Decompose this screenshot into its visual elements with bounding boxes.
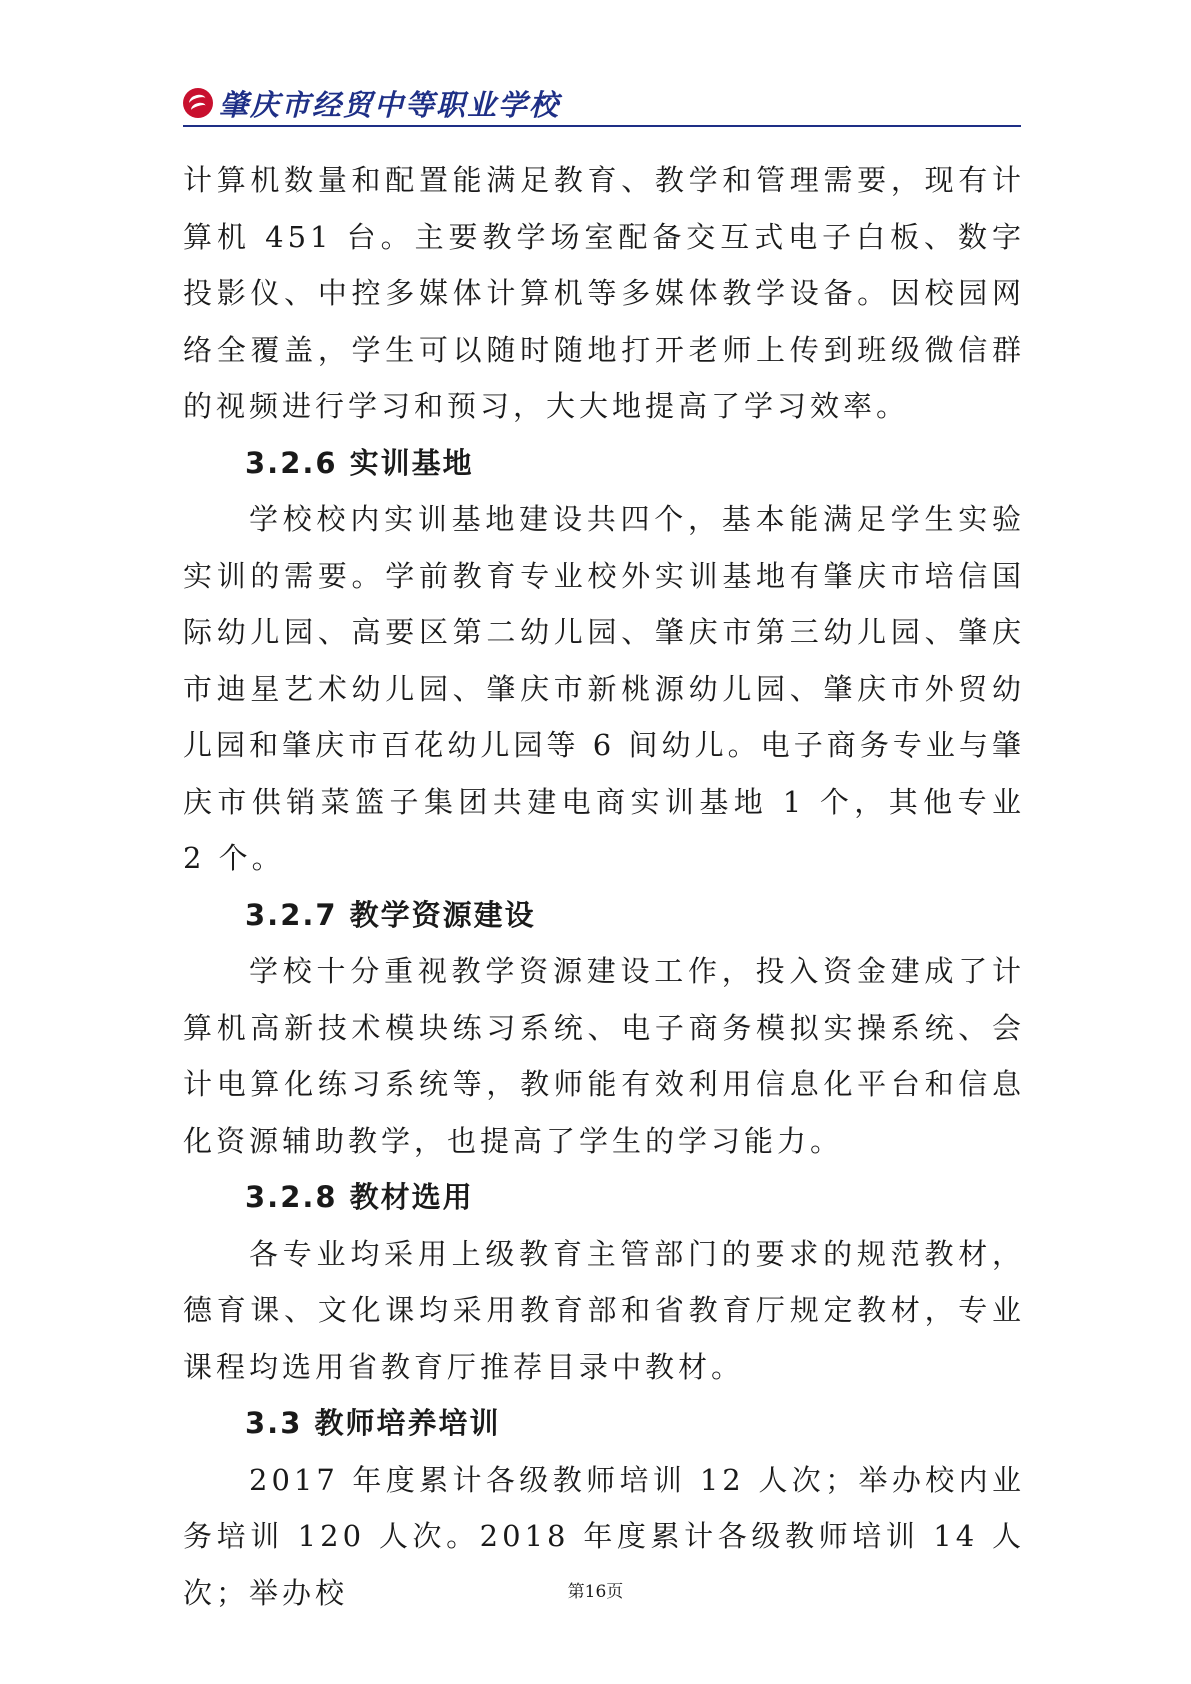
section-heading-3-2-6: 3.2.6 实训基地	[245, 445, 474, 480]
section-heading-3-2-7: 3.2.7 教学资源建设	[245, 897, 536, 932]
school-logo-icon	[183, 88, 213, 118]
section-heading-3-3: 3.3 教师培养培训	[245, 1406, 501, 1440]
page-header	[183, 84, 1021, 122]
paragraph-teacher-training: 2017 年度累计各级教师培训 12 人次；举办校内业务培训 120 人次。2018 年度累计各级教师培训 14 人次；举办校	[183, 1462, 1025, 1610]
paragraph-textbooks: 各专业均采用上级教育主管部门的要求的规范教材，德育课、文化课均采用教育部和省教育厅规定教材，专业课程均选用省教育厅推荐目录中教材。	[183, 1236, 1025, 1384]
header-divider	[183, 125, 1021, 127]
paragraph-teaching-resources: 学校十分重视教学资源建设工作，投入资金建成了计算机高新技术模块练习系统、电子商务模拟实操系统、会计电算化练习系统等，教师能有效利用信息化平台和信息化资源辅助教学，也提高了学生的学习能力。	[183, 954, 1025, 1158]
paragraph-training-base: 学校校内实训基地建设共四个，基本能满足学生实验实训的需要。学前教育专业校外实训基地有肇庆市培信国际幼儿园、高要区第二幼儿园、肇庆市第三幼儿园、肇庆市迪星艺术幼儿园、肇庆市新桃源幼儿园、肇庆市外贸幼儿园和肇庆市百花幼儿园等 6 间幼儿。电子商务专业与肇庆市供销菜篮子集团共建电商实训基地 1 个，其他专业 2 个。	[183, 502, 1025, 875]
paragraph-computers: 计算机数量和配置能满足教育、教学和管理需要，现有计算机 451 台。主要教学场室配备交互式电子白板、数字投影仪、中控多媒体计算机等多媒体教学设备。因校园网络全覆盖，学生可以随时随地打开老师上传到班级微信群的视频进行学习和预习，大大地提高了学习效率。	[183, 163, 1025, 423]
section-heading-3-2-8: 3.2.8 教材选用	[245, 1180, 474, 1214]
document-body	[183, 152, 1025, 1621]
page-number: 第16页	[567, 1582, 624, 1602]
school-name: 肇庆市经贸中等职业学校	[219, 87, 561, 122]
